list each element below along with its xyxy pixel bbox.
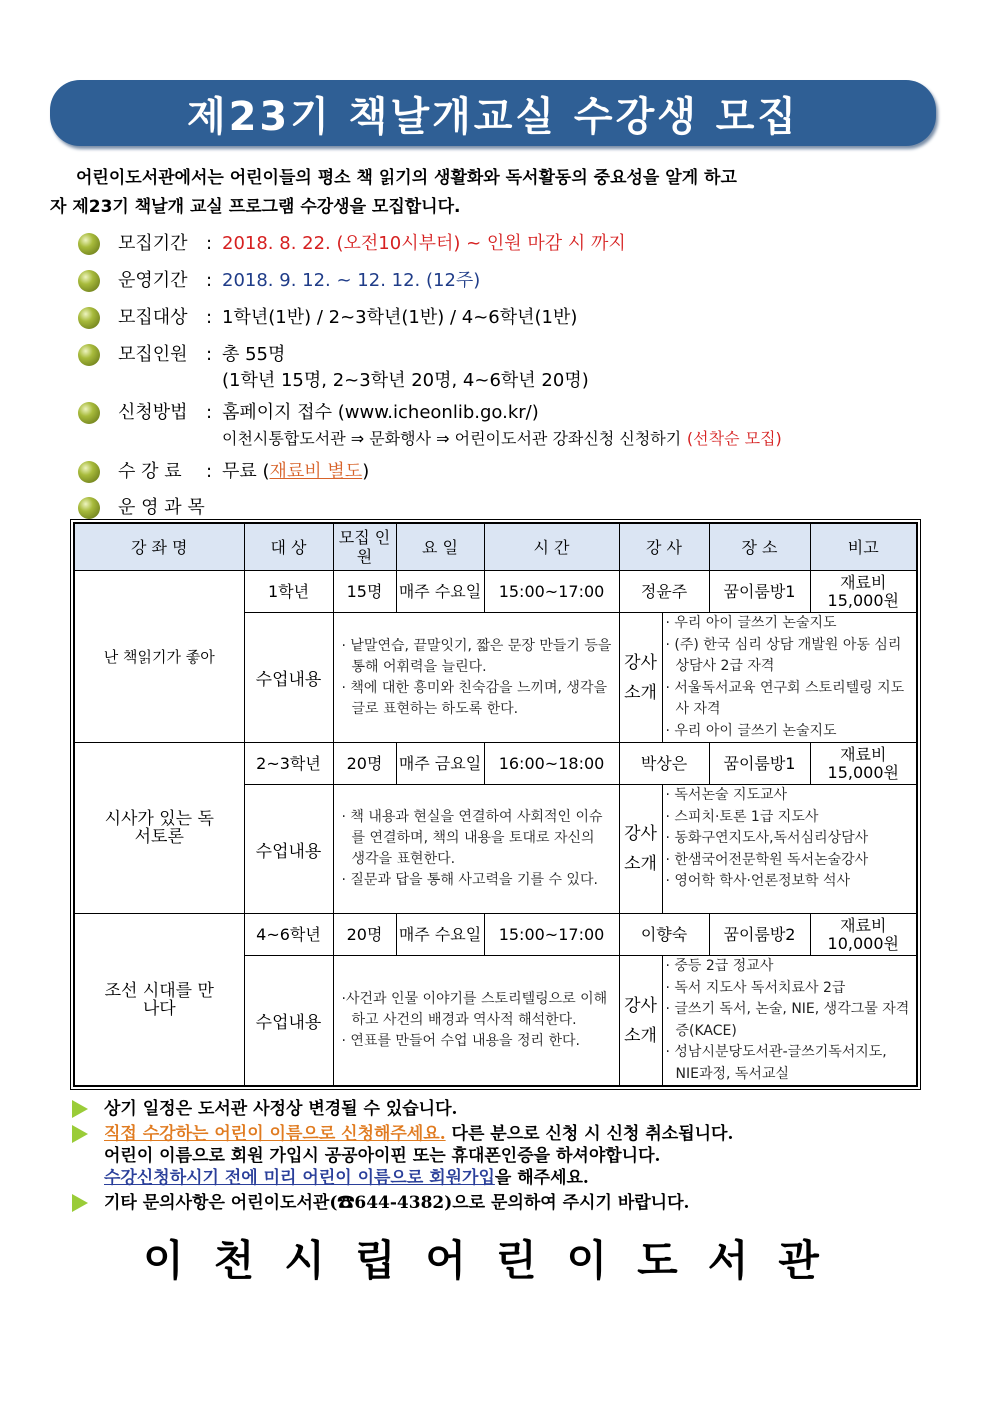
course-capacity: 15명	[333, 571, 396, 613]
courses-heading: 운 영 과 목	[118, 497, 205, 518]
header-note: 비고	[810, 523, 917, 571]
bio-line: · 한샘국어전문학원 독서논술강사	[665, 851, 869, 868]
instructor-cell	[619, 613, 917, 743]
course-day: 매주 수요일	[396, 571, 484, 613]
note-line	[66, 1167, 733, 1189]
info-sub-value: (1학년 15명, 2~3학년 20명, 4~6학년 20명)	[222, 370, 589, 391]
course-name: 난 책읽기가 좋아	[74, 571, 244, 743]
course-instructor: 박상은	[619, 743, 709, 785]
intro-paragraph	[50, 164, 942, 222]
info-apply-method	[78, 400, 782, 452]
note-item	[66, 1123, 733, 1145]
course-time: 15:00~17:00	[484, 914, 619, 956]
info-colon: :	[206, 270, 213, 291]
bio-line: · 우리 아이 글쓰기 논술지도	[665, 615, 837, 631]
note-text: 기타 문의사항은 어린이도서관(☎644-4382)으로 문의하여 주시기 바랍니다.	[104, 1193, 690, 1213]
info-label: 운영기간	[118, 270, 188, 291]
header-instructor: 강 사	[619, 523, 709, 571]
course-day: 매주 금요일	[396, 743, 484, 785]
header-capacity: 모집 인원	[333, 523, 396, 571]
info-value: 2018. 8. 22. (오전10시부터) ~ 인원 마감 시 까지	[222, 233, 626, 254]
course-target: 2~3학년	[244, 743, 333, 785]
bullet-icon	[78, 344, 100, 366]
course-content	[333, 785, 619, 914]
title-banner	[50, 80, 936, 146]
bio-line: · (주) 한국 심리 상담 개발원 아동 심리 상담사 2급 자격	[665, 636, 902, 674]
intro-line-2: 자 제23기 책날개 교실 프로그램 수강생을 모집합니다.	[50, 197, 461, 217]
info-value: 총 55명	[222, 344, 286, 365]
homepage-link[interactable]: 홈페이지 접수 (www.icheonlib.go.kr/)	[222, 402, 539, 423]
header-place: 장 소	[709, 523, 810, 571]
instructor-bio	[663, 956, 917, 1085]
apply-path: 이천시통합도서관 ⇒ 문화행사 ⇒ 어린이도서관 강좌신청 신청하기	[222, 429, 682, 448]
bullet-icon	[78, 307, 100, 329]
bio-line: · 스피치·토론 1급 지도사	[665, 808, 819, 825]
instructor-bio	[663, 613, 917, 742]
info-courses-heading	[78, 495, 205, 521]
bio-line: · 독서논술 지도교사	[665, 787, 788, 803]
content-line: · 질문과 답을 통해 사고력을 기를 수 있다.	[341, 872, 598, 888]
header-target: 대 상	[244, 523, 333, 571]
content-line: ·사건과 인물 이야기를 스토리텔링으로 이해하고 사건의 배경과 역사적 해석한다.	[341, 991, 608, 1028]
bio-line: · 중등 2급 정교사	[665, 958, 774, 974]
apply-note: (선착순 모집)	[686, 429, 782, 448]
table-row	[74, 914, 917, 956]
course-note: 재료비 10,000원	[810, 914, 917, 956]
instructor-label: 강사 소개	[620, 785, 663, 913]
triangle-bullet-icon	[72, 1125, 88, 1143]
content-line: · 낱말연습, 끝말잇기, 짧은 문장 만들기 등을 통해 어휘력을 늘린다.	[341, 637, 612, 675]
bio-line: · 우리 아이 글쓰기 논술지도	[665, 722, 837, 739]
course-time: 16:00~18:00	[484, 743, 619, 785]
note-text: 상기 일정은 도서관 사정상 변경될 수 있습니다.	[104, 1099, 458, 1119]
info-label: 모집기간	[118, 233, 188, 254]
course-place: 꿈이룸방1	[709, 743, 810, 785]
bio-line: · 서울독서교육 연구회 스토리텔링 지도사 자격	[665, 679, 905, 717]
bullet-icon	[78, 402, 100, 424]
course-table	[73, 522, 918, 1087]
course-place: 꿈이룸방1	[709, 571, 810, 613]
bullet-icon	[78, 461, 100, 483]
course-instructor: 이향숙	[619, 914, 709, 956]
content-label: 수업내용	[244, 613, 333, 743]
course-name: 조선 시대를 만나다	[74, 914, 244, 1087]
instructor-label: 강사 소개	[620, 956, 663, 1085]
table-row	[74, 571, 917, 613]
notes-section	[66, 1098, 733, 1214]
info-label: 모집대상	[118, 307, 188, 328]
info-recruit-period	[78, 231, 626, 257]
page-title: 제23기 책날개교실 수강생 모집	[186, 93, 800, 140]
table-row	[74, 743, 917, 785]
info-label: 신청방법	[118, 402, 188, 423]
course-capacity: 20명	[333, 914, 396, 956]
footer-library-name: 이천시립어린이도서관	[143, 1236, 849, 1285]
bio-line: · 독서 지도사 독서치료사 2급	[665, 979, 846, 996]
triangle-bullet-icon	[72, 1100, 88, 1118]
bullet-icon	[78, 497, 100, 519]
info-operation-period	[78, 268, 480, 294]
content-label: 수업내용	[244, 785, 333, 914]
header-time: 시 간	[484, 523, 619, 571]
header-day: 요 일	[396, 523, 484, 571]
course-day: 매주 수요일	[396, 914, 484, 956]
info-colon: :	[206, 461, 213, 482]
info-colon: :	[206, 402, 213, 423]
info-value: 2018. 9. 12. ~ 12. 12. (12주)	[222, 270, 481, 291]
content-line: · 책에 대한 흥미와 친숙감을 느끼며, 생각을 글로 표현하는 하도록 한다.	[341, 679, 608, 717]
info-target	[78, 305, 577, 331]
content-label: 수업내용	[244, 956, 333, 1087]
note-text: 을 해주세요.	[494, 1168, 589, 1188]
course-instructor: 정윤주	[619, 571, 709, 613]
bio-line: · 영어학 학사·언론정보학 석사	[665, 873, 851, 889]
course-target: 4~6학년	[244, 914, 333, 956]
header-course: 강 좌 명	[74, 523, 244, 571]
instructor-cell	[619, 956, 917, 1087]
intro-line-1: 어린이도서관에서는 어린이들의 평소 책 읽기의 생활화와 독서활동의 중요성을 알게 하고	[76, 168, 737, 188]
note-highlight: 직접 수강하는 어린이 이름으로 신청해주세요.	[104, 1124, 446, 1144]
table-header-row	[74, 523, 917, 571]
course-capacity: 20명	[333, 743, 396, 785]
course-target: 1학년	[244, 571, 333, 613]
fee-prefix: 무료 (	[222, 461, 270, 482]
content-line: · 연표를 만들어 수업 내용을 정리 한다.	[341, 1033, 580, 1049]
bio-line: · 글쓰기 독서, 논술, NIE, 생각그물 자격증(KACE)	[665, 1001, 910, 1039]
info-label: 모집인원	[118, 344, 188, 365]
course-content	[333, 956, 619, 1087]
info-fee	[78, 459, 369, 485]
note-item	[66, 1192, 733, 1214]
info-colon: :	[206, 307, 213, 328]
bullet-icon	[78, 270, 100, 292]
info-colon: :	[206, 233, 213, 254]
instructor-bio	[663, 785, 917, 913]
course-place: 꿈이룸방2	[709, 914, 810, 956]
note-item	[66, 1098, 733, 1120]
course-note: 재료비 15,000원	[810, 571, 917, 613]
info-label: 수 강 료	[118, 461, 182, 482]
content-line: · 책 내용과 현실을 연결하여 사회적인 이슈를 연결하며, 책의 내용을 토대로 자신의 생각을 표현한다.	[341, 809, 603, 867]
fee-suffix: )	[362, 461, 370, 482]
course-name: 시사가 있는 독서토론	[74, 743, 244, 914]
fee-highlight: 재료비 별도	[269, 461, 363, 482]
info-capacity	[78, 342, 589, 394]
info-colon: :	[206, 344, 213, 365]
course-time: 15:00~17:00	[484, 571, 619, 613]
bio-line: · 동화구연지도사,독서심리상담사	[665, 830, 869, 846]
note-highlight: 수강신청하시기 전에 미리 어린이 이름으로 회원가입	[104, 1168, 495, 1188]
bio-line: · 성남시분당도서관-글쓰기독서지도, NIE과정, 독서교실	[665, 1044, 887, 1082]
note-text: 어린이 이름으로 회원 가입시 공공아이핀 또는 휴대폰인증을 하셔야합니다.	[104, 1146, 661, 1166]
instructor-cell	[619, 785, 917, 914]
triangle-bullet-icon	[72, 1194, 88, 1212]
course-note: 재료비 15,000원	[810, 743, 917, 785]
bullet-icon	[78, 233, 100, 255]
instructor-label: 강사 소개	[620, 613, 663, 742]
info-value: 1학년(1반) / 2~3학년(1반) / 4~6학년(1반)	[222, 307, 578, 328]
course-content	[333, 613, 619, 743]
note-text: 다른 분으로 신청 시 신청 취소됩니다.	[445, 1124, 734, 1144]
